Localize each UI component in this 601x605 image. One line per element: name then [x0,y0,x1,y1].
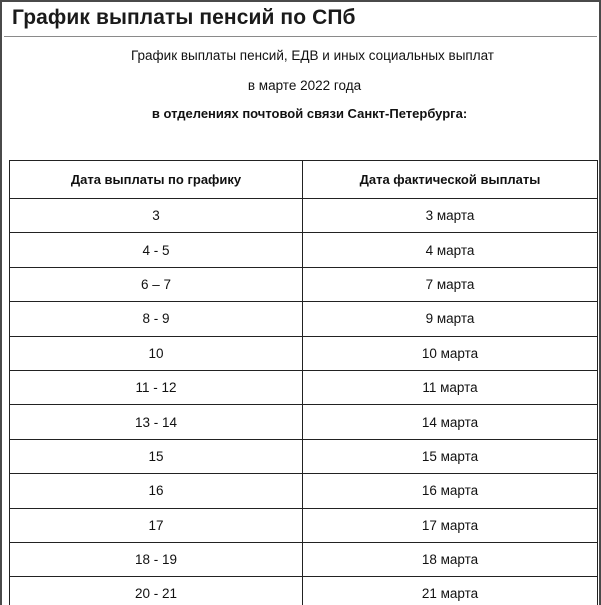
scheduled-date-cell: 4 - 5 [10,233,303,267]
actual-date-cell: 3 марта [303,199,598,233]
table-header-row [10,161,598,199]
actual-date-cell: 15 марта [303,439,598,473]
table-row [10,405,598,439]
scheduled-date-cell: 11 - 12 [10,370,303,404]
title-divider [4,36,597,37]
table-row [10,233,598,267]
table-row [10,439,598,473]
table-row [10,199,598,233]
actual-date-cell: 7 марта [303,267,598,301]
actual-date-cell: 17 марта [303,508,598,542]
actual-date-cell: 16 марта [303,474,598,508]
scheduled-date-cell: 16 [10,474,303,508]
header-actual-date: Дата фактической выплаты [303,161,598,199]
scheduled-date-cell: 3 [10,199,303,233]
actual-date-cell: 4 марта [303,233,598,267]
payment-schedule-table [9,160,598,605]
table-row [10,370,598,404]
table-row [10,302,598,336]
table-row [10,508,598,542]
intro-line-2: в марте 2022 года [247,78,362,93]
actual-date-cell: 18 марта [303,542,598,576]
scheduled-date-cell: 20 - 21 [10,577,303,605]
actual-date-cell: 11 марта [303,370,598,404]
table-row [10,577,598,605]
scheduled-date-cell: 18 - 19 [10,542,303,576]
scheduled-date-cell: 15 [10,439,303,473]
actual-date-cell: 9 марта [303,302,598,336]
scheduled-date-cell: 6 – 7 [10,267,303,301]
intro-line-1: График выплаты пенсий, ЕДВ и иных социальных выплат [130,48,494,63]
scheduled-date-cell: 17 [10,508,303,542]
page-title: График выплаты пенсий по СПб [12,6,356,29]
actual-date-cell: 10 марта [303,336,598,370]
intro-line-3: в отделениях почтовой связи Санкт-Петербурга: [151,106,468,121]
table-row [10,267,598,301]
table-row [10,336,598,370]
table-row [10,474,598,508]
header-scheduled-date: Дата выплаты по графику [10,161,303,199]
scheduled-date-cell: 10 [10,336,303,370]
actual-date-cell: 14 марта [303,405,598,439]
table-row [10,542,598,576]
scheduled-date-cell: 13 - 14 [10,405,303,439]
actual-date-cell: 21 марта [303,577,598,605]
scheduled-date-cell: 8 - 9 [10,302,303,336]
